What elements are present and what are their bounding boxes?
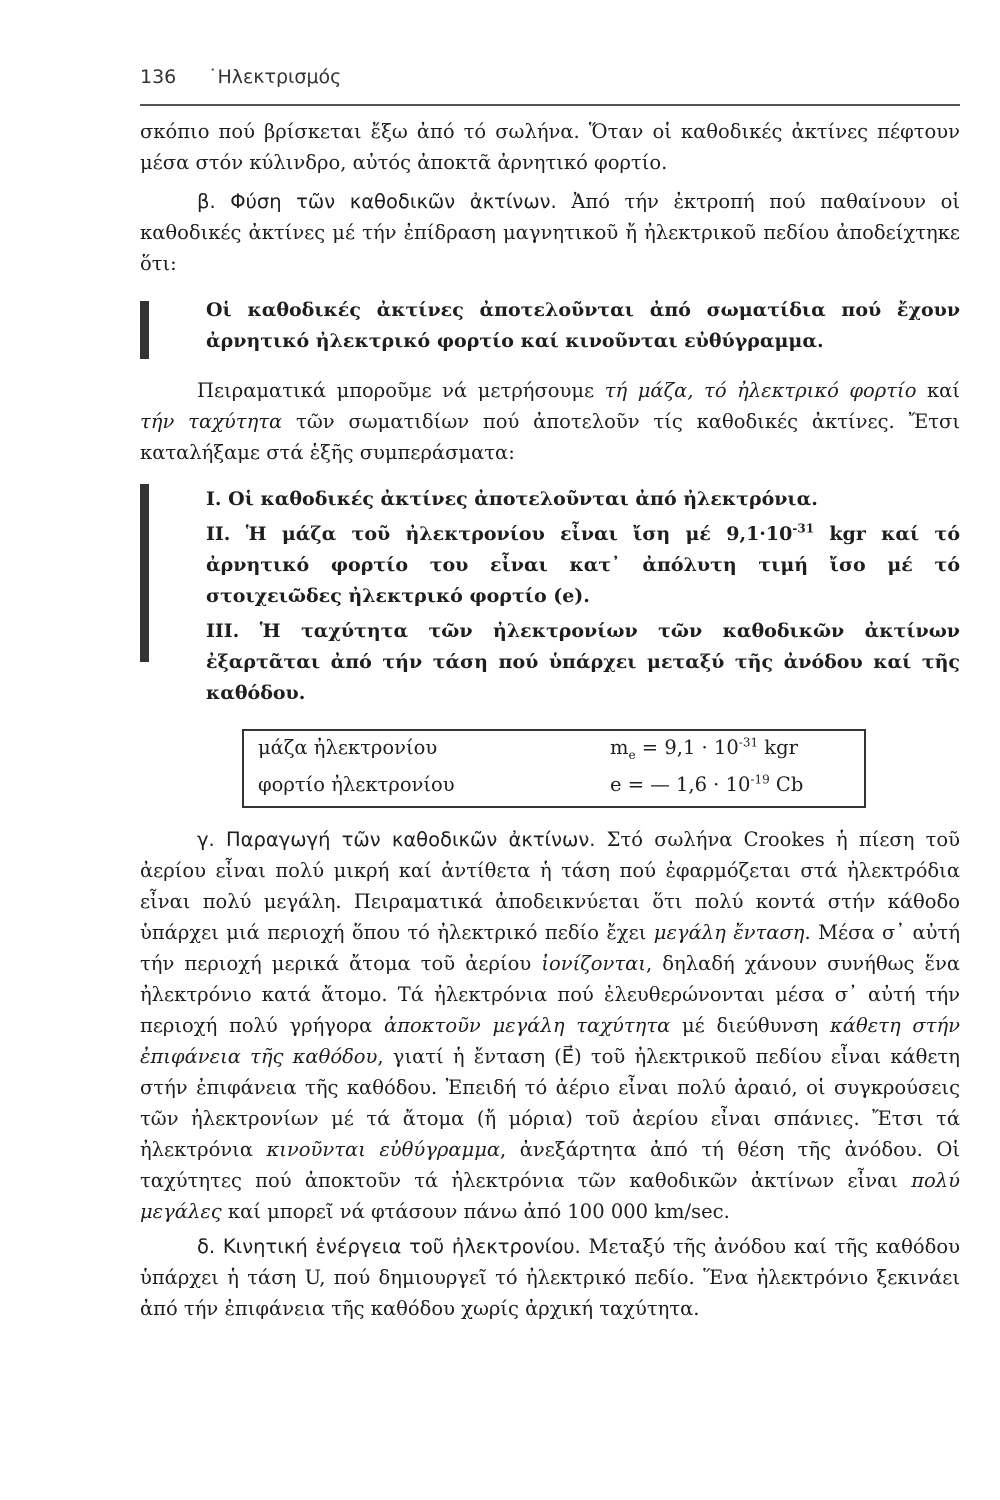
charge-label: φορτίο ἠλεκτρονίου	[258, 772, 455, 796]
highlight-text: Οἱ καθοδικές ἀκτίνες ἀποτελοῦνται ἀπό σωματίδια πού ἔχουν ἀρνητικό ἠλεκτρικό φορτίο καί κινοῦνται εὐθύγραμμα.	[206, 299, 960, 352]
formula-row-charge	[244, 770, 864, 800]
highlight-box-1	[140, 295, 960, 357]
page-number: 136	[140, 66, 177, 88]
section-g-paragraph: γ. Παραγωγή τῶν καθοδικῶν ἀκτίνων. Στό σωλήνα Crookes ἡ πίεση τοῦ ἀερίου εἶναι πολύ μικρή καί ἀντίθετα ἡ τάση πού ἐφαρμόζεται στά ἠλεκτρόδια εἶναι πολύ μεγάλη. Πειραματικά ἀποδεικνύεται ὅτι πολύ κοντά στήν κάθοδο ὑπάρχει μιά περιοχή ὅπου τό ἠλεκτρικό πεδίο ἔχει μεγάλη ἔνταση. Μέσα σ᾿ αὐτή τήν περιοχή μερικά ἄτομα τοῦ ἀερίου ἰονίζονται, δηλαδή χάνουν συνήθως ἕνα ἠλεκτρόνιο κατά ἄτομο. Τά ἠλεκτρόνια πού ἐλευθερώνονται μέσα σ᾿ αὐτή τήν περιοχή πολύ γρήγορα ἀποκτοῦν μεγάλη ταχύτητα μέ διεύθυνση κάθετη στήν ἐπιφάνεια τῆς καθόδου, γιατί ἡ ἔνταση (E⃗) τοῦ ἠλεκτρικοῦ πεδίου εἶναι κάθετη στήν ἐπιφάνεια τῆς καθόδου. Ἐπειδή τό ἀέριο εἶναι πολύ ἀραιό, οἱ συγκρούσεις τῶν ἠλεκτρονίων μέ τά ἄτομα (ἤ μόρια) τοῦ ἀερίου εἶναι σπάνιες. Ἔτσι τά ἠλεκτρόνια κινοῦνται εὐθύγραμμα, ἀνεξάρτητα ἀπό τή θέση τῆς ἀνόδου. Οἱ ταχύτητες πού ἀποκτοῦν τά ἠλεκτρόνια τῶν καθοδικῶν ἀκτίνων εἶναι πολύ μεγάλες καί μπορεῖ νά φτάσουν πάνω ἀπό 100 000 km/sec.	[140, 827, 961, 1223]
section-b-paragraph: β. Φύση τῶν καθοδικῶν ἀκτίνων. Ἀπό τήν ἐκτροπή πού παθαίνουν οἱ καθοδικές ἀκτίνες μέ τήν ἐπίδραση μαγνητικοῦ ἤ ἠλεκτρικοῦ πεδίου ἀποδείχτηκε ὅτι:	[140, 190, 960, 275]
page-header	[140, 66, 960, 88]
conclusions-box	[140, 484, 960, 709]
mass-formula: $m_e = 9,1 \cdot 10^{-31}$ kgr	[610, 735, 798, 762]
conclusions-bar	[140, 484, 149, 662]
conclusion-3: III. Ἡ ταχύτητα τῶν ἠλεκτρονίων τῶν καθοδικῶν ἀκτίνων ἐξαρτᾶται ἀπό τήν τάση πού ὑπάρχει μεταξύ τῆς ἀνόδου καί τῆς καθόδου.	[206, 620, 960, 704]
conclusion-2: II. Ἡ μάζα τοῦ ἠλεκτρονίου εἶναι ἴση μέ $9,1\cdot 10^{-31}$ kgr καί τό ἀρνητικό φορτίο του εἶναι κατ᾿ ἀπόλυτη τιμή ἴσο μέ τό στοιχειῶδες ἠλεκτρικό φορτίο (e).	[206, 521, 960, 607]
running-title: ˙Ηλεκτρισμός	[208, 66, 342, 88]
formula-box	[242, 729, 866, 808]
conclusion-1: I. Οἱ καθοδικές ἀκτίνες ἀποτελοῦνται ἀπό ἠλεκτρόνια.	[206, 488, 818, 510]
paragraph-continuation: σκόπιο πού βρίσκεται ἔξω ἀπό τό σωλήνα. Ὅταν οἱ καθοδικές ἀκτίνες πέφτουν μέσα στόν κύλινδρο, αὐτός ἀποκτᾶ ἀρνητικό φορτίο.	[140, 120, 960, 174]
formula-row-mass	[244, 733, 864, 770]
header-rule	[140, 104, 960, 106]
section-g-heading: γ. Παραγωγή τῶν καθοδικῶν ἀκτίνων.	[197, 827, 596, 851]
highlight-bar	[140, 301, 149, 359]
text-column	[140, 116, 960, 1324]
experiment-paragraph: Πειραματικά μποροῦμε νά μετρήσουμε τή μάζα, τό ἠλεκτρικό φορτίο καί τήν ταχύτητα τῶν σωματιδίων πού ἀποτελοῦν τίς καθοδικές ἀκτίνες. Ἔτσι καταλήξαμε στά ἑξῆς συμπεράσματα:	[140, 379, 960, 464]
mass-label: μάζα ἠλεκτρονίου	[258, 736, 438, 759]
section-d-heading: δ. Κινητική ἐνέργεια τοῦ ἠλεκτρονίου.	[197, 1234, 581, 1258]
charge-formula: e = — $1,6 \cdot 10^{-19}$ Cb	[610, 772, 804, 796]
section-b-heading: β. Φύση τῶν καθοδικῶν ἀκτίνων.	[197, 190, 557, 213]
section-d-paragraph: δ. Κινητική ἐνέργεια τοῦ ἠλεκτρονίου. Μεταξύ τῆς ἀνόδου καί τῆς καθόδου ὑπάρχει ἡ τάση U, πού δημιουργεῖ τό ἠλεκτρικό πεδίο. Ἕνα ἠλεκτρόνιο ξεκινάει ἀπό τήν ἐπιφάνεια τῆς καθόδου χωρίς ἀρχική ταχύτητα.	[140, 1234, 960, 1320]
